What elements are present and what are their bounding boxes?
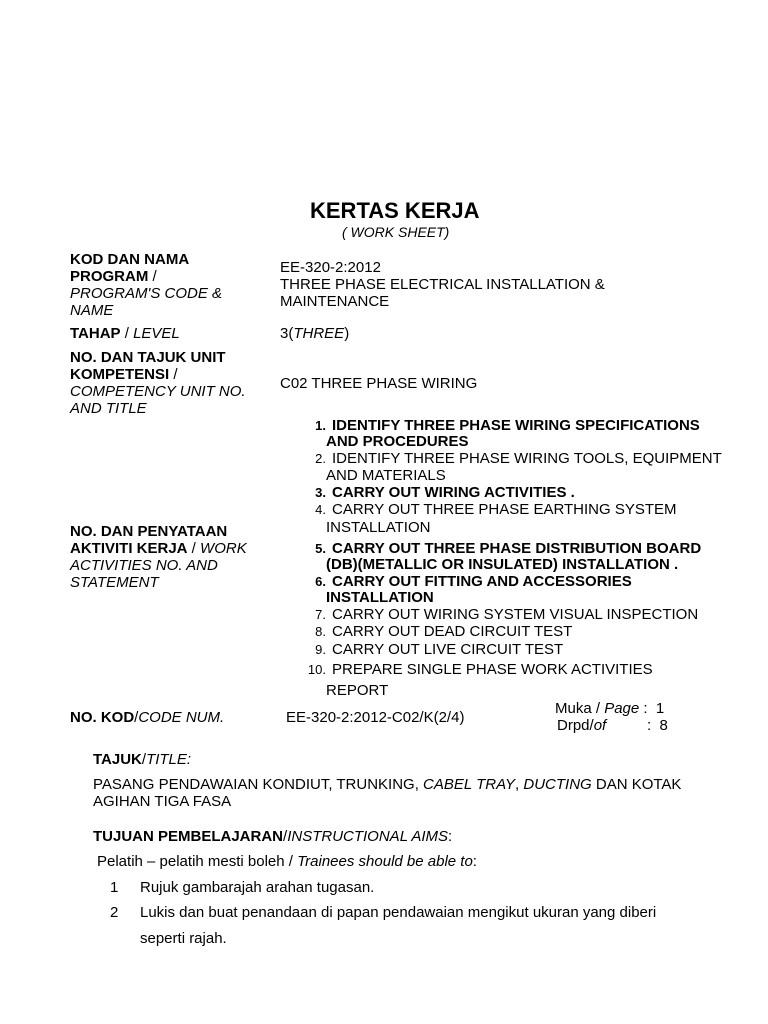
aims-intro	[97, 853, 477, 870]
activity-num: 9.	[315, 642, 326, 657]
aims-label-italic: INSTRUCTIONAL AIMS	[287, 828, 449, 845]
of-label-italic: of	[593, 717, 607, 734]
aim-text: Lukis dan buat penandaan di papan pendawaian mengikut ukuran yang diberi	[140, 904, 657, 921]
level-label-bold: TAHAP	[70, 325, 121, 342]
activity-num: 8.	[315, 624, 326, 639]
activity-num: 7.	[315, 607, 326, 622]
program-name-line1: THREE PHASE ELECTRICAL INSTALLATION &	[280, 276, 605, 293]
title-text-italic: DUCTING	[523, 776, 592, 793]
level-value-italic: THREE	[293, 325, 345, 342]
activity-text-cont: AND MATERIALS	[326, 467, 446, 484]
code-num-label-italic: CODE NUM.	[138, 709, 225, 726]
program-label-italic-2: NAME	[70, 302, 114, 319]
level-value-prefix: 3(	[280, 325, 294, 342]
unit-label-sep: /	[169, 366, 178, 383]
activity-text: IDENTIFY THREE PHASE WIRING SPECIFICATIONS	[332, 417, 700, 434]
title-label-italic: TITLE:	[146, 751, 192, 768]
code-num-value: EE-320-2:2012-C02/K(2/4)	[286, 709, 465, 726]
unit-value: C02 THREE PHASE WIRING	[280, 375, 478, 392]
program-label	[70, 251, 222, 319]
aims-intro-end: :	[472, 853, 477, 870]
activity-item	[300, 661, 653, 678]
page-subtitle: ( WORK SHEET)	[342, 224, 450, 240]
code-num-label-sep: /	[134, 709, 139, 726]
program-label-bold-2: PROGRAM	[70, 268, 149, 285]
program-value	[280, 259, 605, 310]
page-value: 1	[655, 700, 665, 717]
page-indicator	[555, 700, 664, 717]
title-text-part: PASANG PENDAWAIAN KONDIUT, TRUNKING,	[93, 776, 424, 793]
unit-label-italic-1: COMPETENCY UNIT NO.	[70, 383, 246, 400]
title-text-part: ,	[515, 776, 524, 793]
activity-item	[300, 450, 722, 467]
activity-item	[300, 641, 563, 658]
title-label-sep: /	[141, 751, 147, 768]
aim-num: 1	[110, 879, 119, 896]
aims-label-end: :	[448, 828, 453, 845]
of-sep: :	[647, 717, 652, 734]
title-label-bold: TAJUK	[93, 751, 142, 768]
activity-text: CARRY OUT WIRING SYSTEM VISUAL INSPECTION	[332, 606, 699, 623]
title-text-part: DAN KOTAK	[591, 776, 682, 793]
title-text-line1	[93, 776, 681, 793]
aim-text: Rujuk gambarajah arahan tugasan.	[140, 879, 375, 896]
activity-num: 4.	[315, 502, 326, 517]
page-title: KERTAS KERJA	[310, 198, 480, 223]
total-pages	[557, 717, 606, 734]
activity-text: CARRY OUT LIVE CIRCUIT TEST	[332, 641, 564, 658]
activity-num: 3.	[315, 485, 326, 500]
program-name-line2: MAINTENANCE	[280, 293, 390, 310]
activity-text-cont: (DB)(METALLIC OR INSULATED) INSTALLATION .	[326, 556, 679, 573]
activities-label-italic-1: WORK	[200, 540, 247, 557]
program-label-bold-1: KOD DAN NAMA	[70, 251, 190, 268]
level-label-italic: LEVEL	[133, 325, 180, 342]
aims-label-bold: TUJUAN PEMBELAJARAN	[93, 828, 284, 845]
level-label	[70, 325, 180, 342]
activity-num: 10.	[307, 662, 326, 677]
aims-label	[93, 828, 452, 845]
activities-label	[70, 523, 247, 591]
activity-text: PREPARE SINGLE PHASE WORK ACTIVITIES	[332, 661, 653, 678]
of-label: Drpd/	[557, 717, 594, 734]
activity-num: 1.	[315, 418, 326, 433]
activity-item	[300, 417, 700, 434]
activities-label-bold-1: NO. DAN PENYATAAN	[70, 523, 228, 540]
title-text-italic: CABEL TRAY	[423, 776, 516, 793]
unit-label-bold-1: NO. DAN TAJUK UNIT	[70, 349, 226, 366]
title-label	[93, 751, 191, 768]
activity-text-cont: AND PROCEDURES	[326, 433, 469, 450]
activities-label-italic-2: ACTIVITIES NO. AND	[70, 557, 218, 574]
level-value	[280, 325, 349, 342]
program-code: EE-320-2:2012	[280, 259, 381, 276]
activity-item	[300, 623, 572, 640]
activity-num: 5.	[315, 541, 326, 556]
activity-text: CARRY OUT DEAD CIRCUIT TEST	[332, 623, 573, 640]
activities-label-sep: /	[187, 540, 201, 557]
program-label-italic-1: PROGRAM'S CODE &	[70, 285, 223, 302]
activity-item	[300, 606, 698, 623]
unit-label-bold-2: KOMPETENSI	[70, 366, 170, 383]
activity-text-cont: REPORT	[326, 682, 389, 699]
activity-text: CARRY OUT WIRING ACTIVITIES .	[332, 484, 575, 501]
aim-num: 2	[110, 904, 119, 921]
activity-text: CARRY OUT THREE PHASE EARTHING SYSTEM	[332, 501, 677, 518]
activity-text-cont: INSTALLATION	[326, 589, 434, 606]
aims-intro-text: Pelatih – pelatih mesti boleh /	[97, 853, 298, 870]
activity-text-cont: INSTALLATION	[326, 519, 431, 536]
program-label-sep: /	[148, 268, 157, 285]
level-label-sep: /	[120, 325, 134, 342]
unit-label-italic-2: AND TITLE	[70, 400, 147, 417]
activity-item	[300, 540, 701, 557]
page-label-italic: Page	[604, 700, 640, 717]
activity-num: 6.	[315, 574, 326, 589]
activities-label-bold-2: AKTIVITI KERJA	[70, 540, 188, 557]
code-num-label	[70, 709, 224, 726]
activity-text: CARRY OUT FITTING AND ACCESSORIES	[332, 573, 632, 590]
aims-intro-italic: Trainees should be able to	[297, 853, 473, 870]
activity-item	[300, 573, 632, 590]
code-num-label-bold: NO. KOD	[70, 709, 135, 726]
of-value: 8	[659, 717, 668, 734]
page-sep: :	[639, 700, 648, 717]
unit-label	[70, 349, 246, 417]
page-label: Muka /	[555, 700, 605, 717]
total-pages-value	[647, 717, 668, 734]
activity-text: IDENTIFY THREE PHASE WIRING TOOLS, EQUIPMENT	[332, 450, 722, 467]
activities-label-italic-3: STATEMENT	[70, 574, 159, 591]
activity-text: CARRY OUT THREE PHASE DISTRIBUTION BOARD	[332, 540, 702, 557]
title-text-line2: AGIHAN TIGA FASA	[93, 793, 232, 810]
aims-label-sep: /	[283, 828, 288, 845]
activity-num: 2.	[315, 451, 326, 466]
level-value-suffix: )	[344, 325, 350, 342]
activity-item	[300, 501, 677, 518]
activity-item	[300, 484, 575, 501]
aim-text-cont: seperti rajah.	[140, 930, 227, 947]
